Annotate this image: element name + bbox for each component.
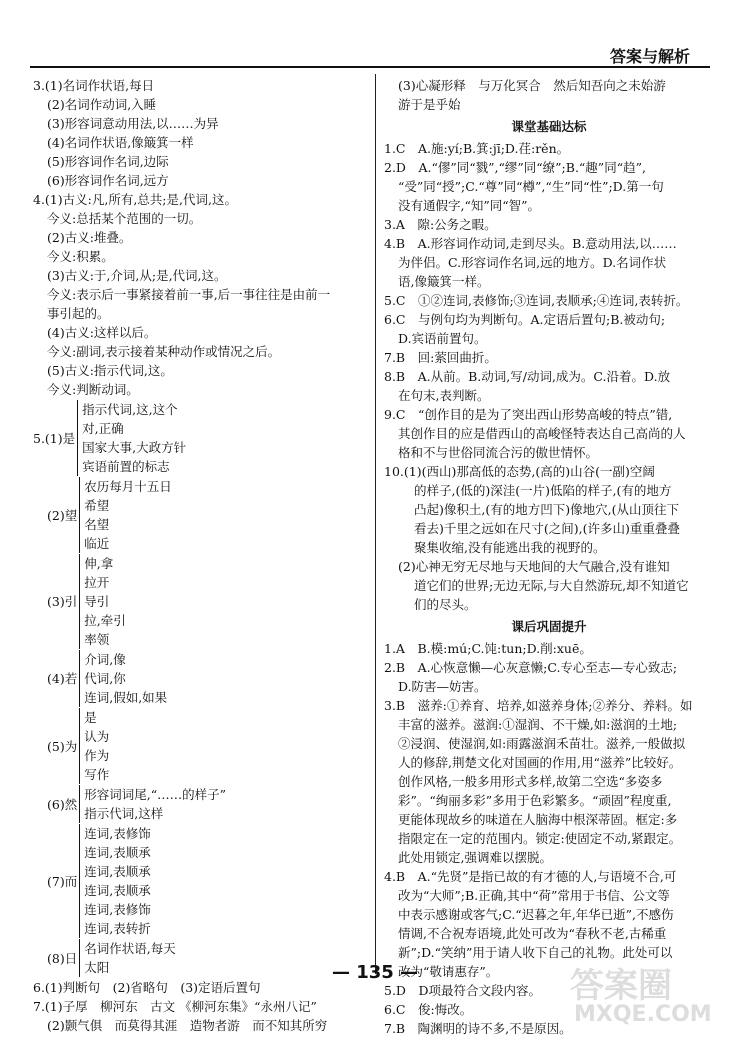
- vocab-meaning: 率领: [84, 632, 110, 647]
- text-line: 今义:副词,表示接着某种动作或情况之后。: [47, 344, 281, 359]
- vocab-meaning: 写作: [84, 767, 110, 782]
- text-line: 今义:积累。: [47, 249, 114, 264]
- text-line: 此处用锁定,强调难以摆脱。: [398, 850, 552, 865]
- text-line: 新”;D.“笑纳”用于请人收下自己的礼物。此处可以: [398, 945, 673, 960]
- text-line: 中表示感谢或客气;C.“迟暮之年,年华已逝”,不感伤: [398, 907, 674, 922]
- text-line: (2)颢气俱 而莫得其涯 造物者游 而不知其所穷: [47, 1018, 328, 1033]
- text-line: 1.A B.模:mú;C.饨:tun;D.削:xuē。: [384, 641, 592, 656]
- vocab-group: [33, 785, 368, 823]
- vocab-meaning: 连词,表顺承: [84, 883, 151, 898]
- vocab-meaning: 连词,表顺承: [84, 845, 151, 860]
- vocab-meaning: 连词,表转折: [84, 921, 151, 936]
- text-line: 情调,不合祝寿语境,此处可改为“春秋不老,古稀重: [398, 926, 667, 941]
- text-line: 语,像簸箕一样。: [398, 274, 490, 289]
- vocab-word-label: (2)望: [47, 507, 78, 523]
- text-line: 7.(1)子厚 柳河东 古文 《柳河东集》“永州八记”: [33, 999, 317, 1014]
- text-line: 改为“大师”;B.正确,其中“荷”常用于书信、公文等: [398, 888, 670, 903]
- vocab-meaning: 连词,表修饰: [84, 826, 151, 841]
- vocab-meaning: 作为: [84, 748, 110, 763]
- text-line: 更能体现故乡的味道在人脑海中根深蒂固。框定:多: [398, 812, 678, 827]
- text-line: 5.C ①②连词,表修饰;③连词,表顺承;④连词,表转折。: [384, 293, 689, 308]
- text-line: (3)形容词意动用法,以……为异: [47, 116, 219, 131]
- right-column: [384, 76, 714, 1038]
- vocab-word-label: (6)然: [47, 796, 78, 812]
- section-heading-consolidate: 课后巩固提升: [511, 619, 587, 634]
- text-line: D.宾语前置句。: [398, 331, 487, 346]
- watermark-logo: [560, 963, 730, 1025]
- vocab-meaning: 对,正确: [82, 421, 124, 436]
- text-line: 今义:总括某个范围的一切。: [47, 211, 202, 226]
- vocab-meaning: 连词,表顺承: [84, 864, 151, 879]
- text-line: 5.D D项最符合文段内容。: [384, 983, 541, 998]
- vocab-meaning: 伸,拿: [84, 556, 114, 571]
- text-line: 8.B A.从前。B.动词,写/动词,成为。C.沿着。D.放: [384, 369, 671, 384]
- vocab-word-label: (8)日: [47, 950, 78, 966]
- text-line: (3)古义:于,介词,从;是,代词,这。: [47, 268, 227, 283]
- vocab-group: [33, 708, 368, 784]
- text-line: ②浸润、使湿润,如:雨露滋润禾苗壮。滋养,一般做拟: [398, 736, 686, 751]
- text-line: 今义:判断动词。: [47, 382, 139, 397]
- text-line: 看去)千里之远如在尺寸(之间),(许多山)重重叠叠: [414, 521, 680, 536]
- text-line: 7.B 回:萦回曲折。: [384, 350, 497, 365]
- vocab-meaning: 临近: [84, 536, 110, 551]
- vocab-meaning: 是: [84, 710, 97, 725]
- left-bottom-lines: [33, 978, 368, 1035]
- text-line: 4.(1)古义:凡,所有,总共;是,代词,这。: [33, 192, 237, 207]
- text-line: 为伴侣。C.形容词作名词,远的地方。D.名词作状: [398, 255, 667, 270]
- vocab-word-label: (7)而: [47, 873, 78, 889]
- vocab-meaning: 介词,像: [84, 652, 126, 667]
- vocab-meanings-brace: [79, 824, 150, 938]
- text-line: 6.C 俊:悔改。: [384, 1002, 473, 1017]
- text-line: (2)心神无穷无尽地与天地间的大气融合,没有谁知: [398, 559, 670, 574]
- text-line: 今义:表示后一事紧接着前一事,后一事往往是由前一: [47, 287, 331, 302]
- vocab-meaning: 连词,假如,如果: [84, 690, 168, 705]
- text-line: 3.A 隙:公务之暇。: [384, 217, 497, 232]
- vocab-meaning: 认为: [84, 729, 110, 744]
- text-line: (5)古义:指示代词,这。: [47, 363, 173, 378]
- text-line: 格和不与世俗同流合污的傲世情怀。: [398, 445, 599, 460]
- watermark-url: MXQE.COM: [574, 1002, 712, 1025]
- text-line: 4.B A.形容词作动词,走到尽头。B.意动用法,以……: [384, 236, 677, 251]
- vocab-meaning: 名望: [84, 517, 110, 532]
- vocab-meaning: 形容词词尾,“……的样子”: [84, 787, 226, 802]
- text-line: 2.D A.“僇”同“戮”,“缪”同“缭”;B.“趣”同“趋”,: [384, 160, 646, 175]
- vocab-group: [33, 554, 368, 649]
- vocab-meaning: 国家大事,大政方针: [82, 440, 187, 455]
- header-rule: [30, 66, 710, 68]
- vocab-meaning: 农历每月十五日: [84, 479, 172, 494]
- text-line: 的样子,(低的)深洼(一片)低陷的样子,(有的地方: [414, 483, 672, 498]
- text-line: (5)形容词作名词,边际: [47, 154, 169, 169]
- vocab-word-label: (3)引: [47, 594, 78, 609]
- text-line: (2)名词作动词,入睡: [47, 97, 157, 112]
- vocab-meanings-brace: [79, 650, 167, 707]
- text-line: 丰富的滋养。滋润:①湿润、不干燥,如:滋润的土地;: [398, 717, 678, 732]
- vocab-meanings-brace: [77, 400, 186, 476]
- left-top-lines: [33, 76, 368, 399]
- vocab-meaning: 指示代词,这,这个: [82, 402, 178, 417]
- vocab-meaning: 太阳: [84, 960, 110, 975]
- text-line: 没有通假字,“知”同“智”。: [398, 198, 541, 213]
- vocab-group: [33, 477, 368, 553]
- right-lines-b: [384, 139, 714, 614]
- vocab-meaning: 拉,牵引: [84, 613, 126, 628]
- text-line: 改为“敬请惠存”。: [398, 964, 499, 979]
- text-line: 3.(1)名词作状语,每日: [33, 78, 155, 93]
- section-heading-basic: 课堂基础达标: [511, 119, 587, 134]
- text-line: 1.C A.施:yí;B.箕:jī;D.荏:rěn。: [384, 141, 570, 156]
- vocab-meaning: 宾语前置的标志: [82, 459, 170, 474]
- watermark-text: 答案圈: [570, 966, 672, 1006]
- text-line: 7.B 陶渊明的诗不多,不是原因。: [384, 1021, 572, 1036]
- vocab-meaning: 名词作状语,每天: [84, 941, 176, 956]
- text-line: (6)形容词作名词,远方: [47, 173, 169, 188]
- text-line: 创作风格,一般多用形式多样,故第二空选“多姿多: [398, 774, 663, 789]
- vocab-group: [33, 400, 368, 476]
- header-title: 答案与解析: [609, 47, 690, 66]
- text-line: 9.C “创作目的是为了突出西山形势高峻的特点”错,: [384, 407, 673, 422]
- text-line: 3.B 滋养:①养育、培养,如滋养身体;②养分、养料。如: [384, 698, 693, 713]
- text-line: 事引起的。: [47, 306, 110, 321]
- text-line: D.防害—妨害。: [398, 679, 487, 694]
- text-line: 其创作目的应是借西山的高峻怪特表达自己高尚的人: [398, 426, 686, 441]
- text-line: (3)心凝形释 与万化冥合 然后知吾向之未始游: [398, 78, 666, 93]
- page-number: — 135 —: [331, 962, 419, 983]
- text-line: 4.B A.“先贤”是指已故的有才德的人,与语境不合,可: [384, 869, 677, 884]
- vocab-meaning: 导引: [84, 594, 110, 609]
- text-line: 聚集收缩,没有能逃出我的视野的。: [414, 540, 606, 555]
- text-line: 游于是乎始: [398, 97, 461, 112]
- vocab-meaning: 指示代词,这样: [84, 806, 164, 821]
- text-line: 道它们的世界;无边无际,与大自然游玩,却不知道它: [414, 578, 689, 593]
- left-column: [33, 76, 368, 1035]
- text-line: 人的修辞,荆楚文化对国画的作用,用“滋养”比较好。: [398, 755, 682, 770]
- vocab-meanings-brace: [79, 477, 172, 553]
- vocab-meanings-brace: [79, 708, 109, 784]
- text-line: 6.C 与例句均为判断句。A.定语后置句;B.被动句;: [384, 312, 666, 327]
- vocab-word-label: 5.(1)是: [33, 430, 76, 446]
- text-line: 6.(1)判断句 (2)省略句 (3)定语后置句: [33, 980, 261, 995]
- text-line: 10.(1)(西山)那高低的态势,(高的)山谷(一副)空阔: [384, 464, 655, 479]
- text-line: 们的尽头。: [414, 597, 477, 612]
- vocab-group: [33, 824, 368, 938]
- right-lines-a: [384, 76, 714, 114]
- text-line: 指限定在一定的范围内。锁定:使固定不动,紧跟定。: [398, 831, 682, 846]
- text-line: 2.B A.心恢意懒—心灰意懒;C.专心至志—专心致志;: [384, 660, 678, 675]
- vocab-groups: [33, 400, 368, 977]
- text-line: 凸起)像积土,(有的地方凹下)像地穴,(从山顶往下: [414, 502, 679, 517]
- vocab-meanings-brace: [79, 554, 125, 649]
- vocab-meanings-brace: [79, 785, 226, 823]
- text-line: 在句末,表判断。: [398, 388, 490, 403]
- text-line: (2)古义:堆叠。: [47, 230, 132, 245]
- text-line: (4)名词作状语,像簸箕一样: [47, 135, 194, 150]
- vocab-meaning: 代词,你: [84, 671, 126, 686]
- vocab-meaning: 连词,表修饰: [84, 902, 151, 917]
- vocab-meaning: 希望: [84, 498, 110, 513]
- vocab-word-label: (5)为: [47, 738, 78, 754]
- vocab-word-label: (4)若: [47, 671, 78, 686]
- text-line: 彩”。“绚丽多彩”多用于色彩繁多。“顽固”程度重,: [398, 793, 672, 808]
- vocab-group: [33, 650, 368, 707]
- vocab-meaning: 拉开: [84, 575, 110, 590]
- text-line: “受”同“授”;C.“尊”同“樽”,“生”同“性”;D.第一句: [398, 179, 664, 194]
- text-line: (4)古义:这样以后。: [47, 325, 157, 340]
- column-divider: [375, 74, 376, 974]
